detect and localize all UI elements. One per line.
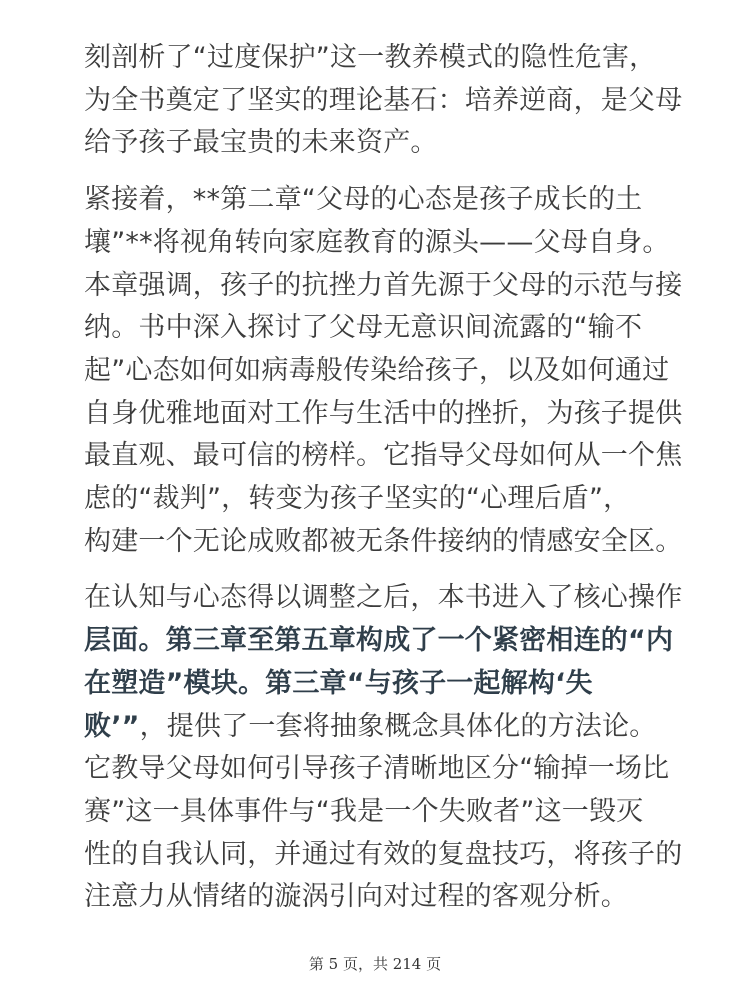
text-line: 壤”**将视角转向家庭教育的源头——父母自身。: [84, 226, 670, 258]
document-page: [84, 37, 694, 933]
text-line: 构建一个无论成败都被无条件接纳的情感安全区。: [84, 525, 683, 557]
text-line: [84, 706, 694, 749]
text-line: 纳。书中深入探讨了父母无意识间流露的“输不: [84, 312, 643, 344]
paragraph-2: [84, 179, 694, 563]
text-line: 性的自我认同，并通过有效的复盘技巧，将孩子的: [84, 838, 683, 870]
text-line: 紧接着，**第二章“父母的心态是孩子成长的土: [84, 184, 643, 216]
paragraph-3: [84, 577, 694, 919]
text-line: 最直观、最可信的榜样。它指导父母如何从一个焦: [84, 440, 683, 472]
text-line: 注意力从情绪的漩涡引向对过程的客观分析。: [84, 881, 628, 913]
text-line: 它教导父母如何引导孩子清晰地区分“输掉一场比: [84, 753, 670, 785]
text-line: 赛”这一具体事件与“我是一个失败者”这一毁灭: [84, 795, 644, 827]
page-number-footer: 第 5 页，共 214 页: [308, 955, 442, 973]
text-line: 刻剖析了“过度保护”这一教养模式的隐性危害，: [84, 42, 657, 73]
bold-text-fragment: 败’”: [84, 710, 140, 742]
text-line: 自身优雅地面对工作与生活中的挫折，为孩子提供: [84, 397, 683, 429]
text-line: 虑的“裁判”，转变为孩子坚实的“心理后盾”，: [84, 483, 631, 515]
bold-text-line: 层面。第三章至第五章构成了一个紧密相连的“内: [84, 625, 674, 657]
text-line: 在认知与心态得以调整之后，本书进入了核心操作: [84, 582, 683, 614]
text-line: 给予孩子最宝贵的未来资产。: [84, 127, 438, 159]
bold-text-line: 在塑造”模块。第三章“与孩子一起解构‘失: [84, 667, 593, 699]
text-line: 起”心态如何如病毒般传染给孩子，以及如何通过: [84, 354, 670, 386]
text-line: 为全书奠定了坚实的理论基石：培养逆商，是父母: [84, 84, 683, 116]
text-fragment: ，提供了一套将抽象概念具体化的方法论。: [139, 710, 657, 742]
paragraph-1: [84, 37, 694, 165]
text-line: 本章强调，孩子的抗挫力首先源于父母的示范与接: [84, 269, 683, 301]
